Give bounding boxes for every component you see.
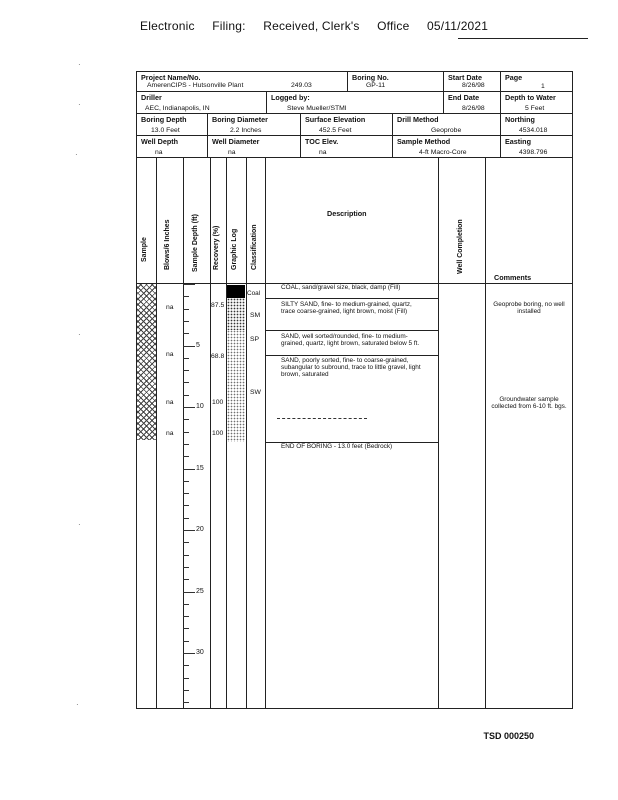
recovery-3: 100 [212,399,224,406]
project-label: Project Name/No. [141,73,201,82]
start-date-label: Start Date [448,73,482,82]
depth-tick [183,407,195,408]
drill-method-label: Drill Method [397,115,439,124]
graphic-silty-sand [227,298,245,330]
col-divider [485,158,486,708]
depth-tick [183,518,189,519]
northing-label: Northing [505,115,535,124]
margin-mark: · [78,60,81,69]
depth-tick [183,653,195,654]
depth-tick [183,284,195,285]
margin-mark: · [75,150,78,159]
depth-tick [183,702,189,703]
depth-tick [183,628,189,629]
depth-tick [183,469,195,470]
comment-geoprobe: Geoprobe boring, no well installed [493,301,565,315]
driller-cell [137,92,267,114]
header-filing: Filing: [212,19,246,33]
surface-elevation-value: 452.5 Feet [319,127,352,134]
col-recovery: Recovery (%) [213,225,220,270]
depth-tick [183,542,189,543]
boring-diameter-cell [208,114,301,136]
depth-tick [183,370,189,371]
toc-elevation-label: TOC Elev. [305,137,339,146]
sample-method-cell [393,136,501,158]
blows-4: na [166,430,174,437]
drill-method-value: Geoprobe [431,127,462,134]
margin-mark: · [78,330,81,339]
depth-tick [183,493,189,494]
well-depth-label: Well Depth [141,137,179,146]
well-depth-cell [137,136,208,158]
start-date-cell [444,72,501,92]
recovery-2: 68.8 [211,353,225,360]
depth-tick [183,432,189,433]
class-sp: SP [250,336,260,343]
northing-cell [501,114,572,136]
depth-tick [183,419,189,420]
recovery-1: 87.5 [211,302,225,309]
col-divider [210,158,211,708]
depth-label: 10 [196,403,204,410]
depth-tick [183,604,189,605]
depth-tick [183,296,189,297]
header-office: Office [377,19,410,33]
layer-boundary [265,355,438,356]
depth-label: 25 [196,587,204,595]
margin-mark: · [76,700,79,709]
sample-method-label: Sample Method [397,137,451,146]
driller-value: AEC, Indianapolis, IN [145,105,210,112]
depth-tick [183,382,189,383]
dashed-boundary [277,418,367,420]
margin-mark: · [78,100,81,109]
col-classification: Classification [251,224,258,270]
end-date-value: 8/26/98 [462,105,485,112]
depth-tick [183,395,189,396]
blows-1: na [166,304,174,311]
depth-label: 15 [196,464,204,472]
filing-header [140,19,502,33]
end-of-boring: END OF BORING - 13.0 feet (Bedrock) [281,443,393,450]
surface-elevation-cell [301,114,393,136]
depth-tick [183,333,189,334]
depth-tick [183,456,189,457]
toc-elevation-cell [301,136,393,158]
depth-tick [183,678,189,679]
col-sample-depth: Sample Depth (ft) [192,214,199,272]
col-comments: Comments [494,273,532,282]
well-depth-value: na [155,149,163,156]
desc-sand-sw: SAND, poorly sorted, fine- to coarse-grained, subangular to subround, trace to little gravel, light brown, saturated [281,357,421,378]
page-cell [501,72,572,92]
northing-value: 4534.018 [519,127,548,134]
sample-hatch [137,284,156,440]
comment-groundwater: Groundwater sample collected from 6-10 ft. bgs. [491,396,567,410]
boring-log-form [136,71,573,709]
depth-to-water-cell [501,92,572,114]
blows-3: na [166,399,174,406]
easting-value: 4398.796 [519,149,548,156]
header-date: 05/11/2021 [427,19,489,33]
col-well-completion: Well Completion [457,219,464,274]
col-description: Description [327,209,367,218]
graphic-sand [227,330,245,442]
col-blows: Blows/6 Inches [164,219,171,270]
logged-by-cell [267,92,444,114]
recovery-4: 100 [212,430,224,437]
header-electronic: Electronic [140,19,195,33]
sample-method-value: 4-ft Macro-Core [419,149,467,156]
depth-tick [183,665,189,666]
col-divider [246,158,247,708]
depth-tick [183,616,189,617]
depth-tick [183,505,189,506]
class-coal: Coal [247,290,261,297]
boring-diameter-label: Boring Diameter [212,115,268,124]
col-divider [265,158,266,708]
blows-2: na [166,351,174,358]
boring-depth-cell [137,114,208,136]
boring-depth-label: Boring Depth [141,115,187,124]
desc-sand-sp: SAND, well sorted/rounded, fine- to medium-grained, quartz, light brown, saturated below 5 ft. [281,333,420,347]
depth-label: 30 [196,649,204,656]
well-diameter-label: Well Diameter [212,137,260,146]
logged-by-label: Logged by: [271,93,310,102]
col-divider [438,158,439,708]
depth-to-water-label: Depth to Water [505,93,556,102]
depth-tick [183,567,189,568]
page-label: Page [505,73,523,82]
graphic-coal [227,285,245,298]
depth-label: 20 [196,526,204,533]
depth-tick [183,579,189,580]
boring-no-cell [348,72,444,92]
col-divider [183,158,184,708]
header-underline [458,38,588,39]
depth-tick [183,641,189,642]
boring-diameter-value: 2.2 Inches [230,127,262,134]
depth-tick [183,481,189,482]
class-sw: SW [250,389,261,396]
boring-depth-value: 13.0 Feet [151,127,180,134]
layer-boundary [265,298,438,299]
col-graphic-log: Graphic Log [231,228,238,270]
col-divider [156,158,157,708]
tsd-number: TSD 000250 [483,731,534,741]
class-sm: SM [250,312,261,319]
depth-to-water-value: 5 Feet [525,105,545,112]
desc-silty-sand: SILTY SAND, fine- to medium-grained, quartz, trace coarse-grained, light brown, moist (Fill) [281,301,412,315]
toc-elevation-value: na [319,149,327,156]
header-received: Received, Clerk's [263,19,360,33]
drill-method-cell [393,114,501,136]
easting-cell [501,136,572,158]
well-diameter-value: na [228,149,236,156]
depth-label: 5 [196,341,200,349]
driller-label: Driller [141,93,162,102]
surface-elevation-label: Surface Elevation [305,115,366,124]
depth-tick [183,690,189,691]
depth-tick [183,530,195,531]
depth-tick [183,444,189,445]
depth-tick [183,346,195,347]
project-cell [137,72,348,92]
start-date-value: 8/26/98 [462,82,485,89]
easting-label: Easting [505,137,531,146]
depth-tick [183,358,189,359]
layer-boundary [265,330,438,331]
desc-coal: COAL, sand/gravel size, black, damp (Fill) [281,284,401,291]
depth-tick [183,309,189,310]
depth-tick [183,592,195,593]
end-date-cell [444,92,501,114]
project-value: AmerenCIPS - Hutsonville Plant [147,82,244,89]
page-value: 1 [541,83,545,90]
project-number: 249.03 [291,82,312,89]
depth-tick [183,555,189,556]
depth-tick [183,321,189,322]
logged-by-value: Steve Mueller/STMI [287,105,347,112]
margin-mark: · [78,520,81,529]
well-diameter-cell [208,136,301,158]
boring-no-value: GP-11 [366,82,386,89]
boring-no-label: Boring No. [352,73,389,82]
col-sample: Sample [141,237,148,262]
end-date-label: End Date [448,93,480,102]
